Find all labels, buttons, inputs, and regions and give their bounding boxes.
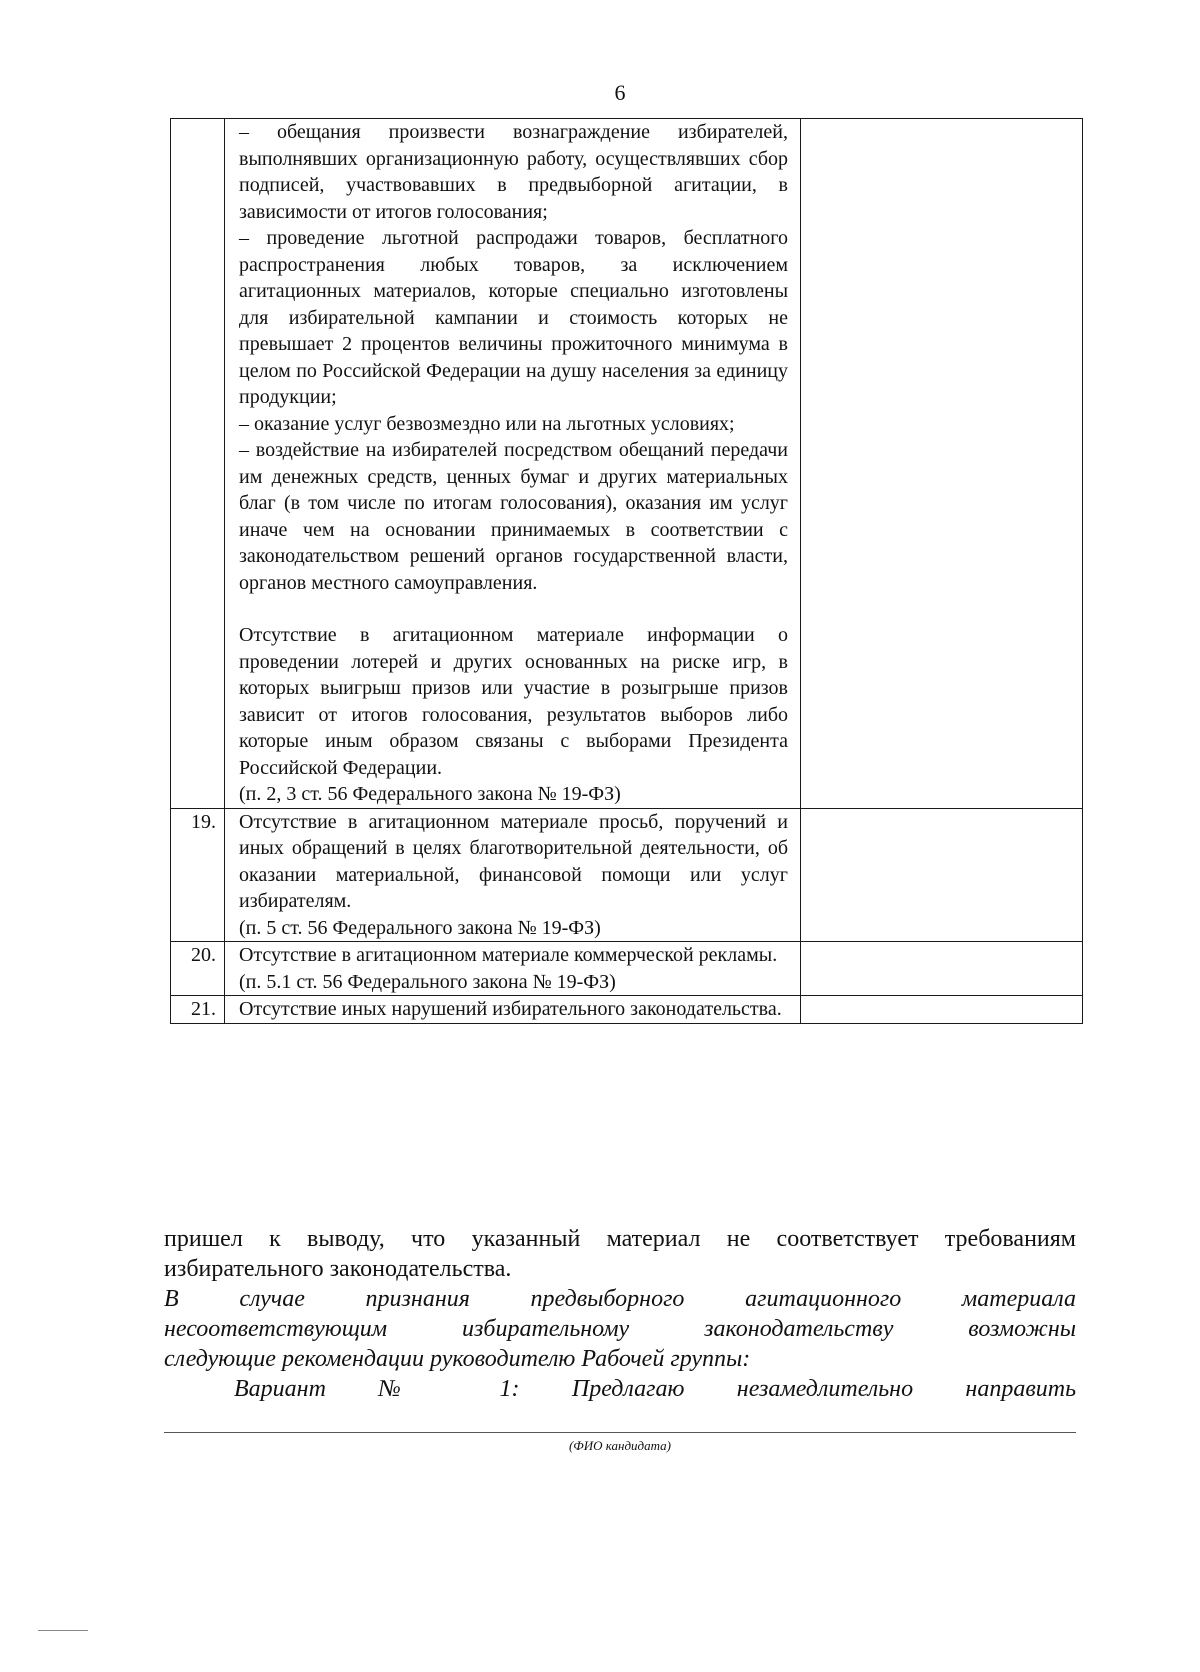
criterion-text-cell: [225, 119, 801, 809]
recommendation-line: несоответствующим избирательному законодательству возможны: [164, 1316, 1076, 1342]
row-number-cell: [171, 119, 225, 809]
criterion-paragraph: – проведение льготной распродажи товаров, бесплатного распространения любых товаров, за исключением агитационных материалов, которые специально изготовлены для избирательной кампании и стоимость которых не превышает 2 процентов величины прожиточного минимума в целом по Российской Федерации на душу населения за единицу продукции;: [239, 227, 788, 408]
table-row: [171, 808, 1083, 942]
conclusion-line: пришел к выводу, что указанный материал не соответствует требованиям: [164, 1226, 1076, 1252]
criterion-paragraph: Отсутствие в агитационном материале просьб, поручений и иных обращений в целях благотворительной деятельности, об оказании материальной, финансовой помощи или услуг избирателям.: [239, 810, 788, 912]
criterion-paragraph: Отсутствие иных нарушений избирательного законодательства.: [239, 998, 782, 1020]
row-number-cell: 21.: [171, 996, 225, 1024]
result-cell: [801, 119, 1083, 809]
law-reference: (п. 2, 3 ст. 56 Федерального закона № 19-ФЗ): [239, 783, 621, 805]
criterion-paragraph: – обещания произвести вознаграждение избирателей, выполнявших организационную работу, осуществлявших сбор подписей, участвовавших в предвыборной агитации, в зависимости от итогов голосования;: [239, 121, 788, 223]
result-cell: [801, 942, 1083, 996]
recommendation-line: следующие рекомендации руководителю Рабочей группы:: [164, 1346, 751, 1372]
signature-caption: (ФИО кандидата): [568, 1438, 672, 1453]
criteria-table: [170, 118, 1083, 1024]
conclusion-block: [164, 1224, 1076, 1404]
law-reference: (п. 5.1 ст. 56 Федерального закона № 19-ФЗ): [239, 970, 616, 993]
criterion-paragraph: Отсутствие в агитационном материале коммерческой рекламы.: [239, 944, 778, 966]
row-number-cell: 19.: [171, 808, 225, 942]
scan-mark: [38, 1630, 88, 1631]
conclusion-line: избирательного законодательства.: [164, 1256, 512, 1282]
signature-line: [164, 1432, 1076, 1433]
result-cell: [801, 808, 1083, 942]
table-row: [171, 996, 1083, 1024]
table-row: [171, 119, 1083, 809]
criterion-text-cell: [225, 942, 801, 996]
criterion-paragraph: – оказание услуг безвозмездно или на льготных условиях;: [239, 412, 735, 435]
criterion-text-cell: [225, 808, 801, 942]
table-row: [171, 942, 1083, 996]
row-number-cell: 20.: [171, 942, 225, 996]
law-reference: (п. 5 ст. 56 Федерального закона № 19-ФЗ): [239, 916, 601, 939]
recommendation-line: В случае признания предвыборного агитационного материала: [164, 1286, 1076, 1312]
variant-line: Вариант № 1: Предлагаю незамедлительно направить: [234, 1376, 1076, 1402]
criterion-paragraph: – воздействие на избирателей посредством обещаний передачи им денежных средств, ценных бумаг и других материальных благ (в том числе по итогам голосования), оказания им услуг иначе чем на основании принимаемых в соответствии с законодательством решений органов государственной власти, органов местного самоуправления.: [239, 439, 788, 594]
criterion-paragraph: Отсутствие в агитационном материале информации о проведении лотерей и других основанных на риске игр, в которых выигрыш призов или участие в розыгрыше призов зависит от итогов голосования, результатов выборов либо которые иным образом связаны с выборами Президента Российской Федерации.: [239, 624, 788, 779]
result-cell: [801, 996, 1083, 1024]
paragraph-spacer: [239, 596, 788, 622]
page-number: 6: [614, 80, 626, 105]
criterion-text-cell: [225, 996, 801, 1024]
